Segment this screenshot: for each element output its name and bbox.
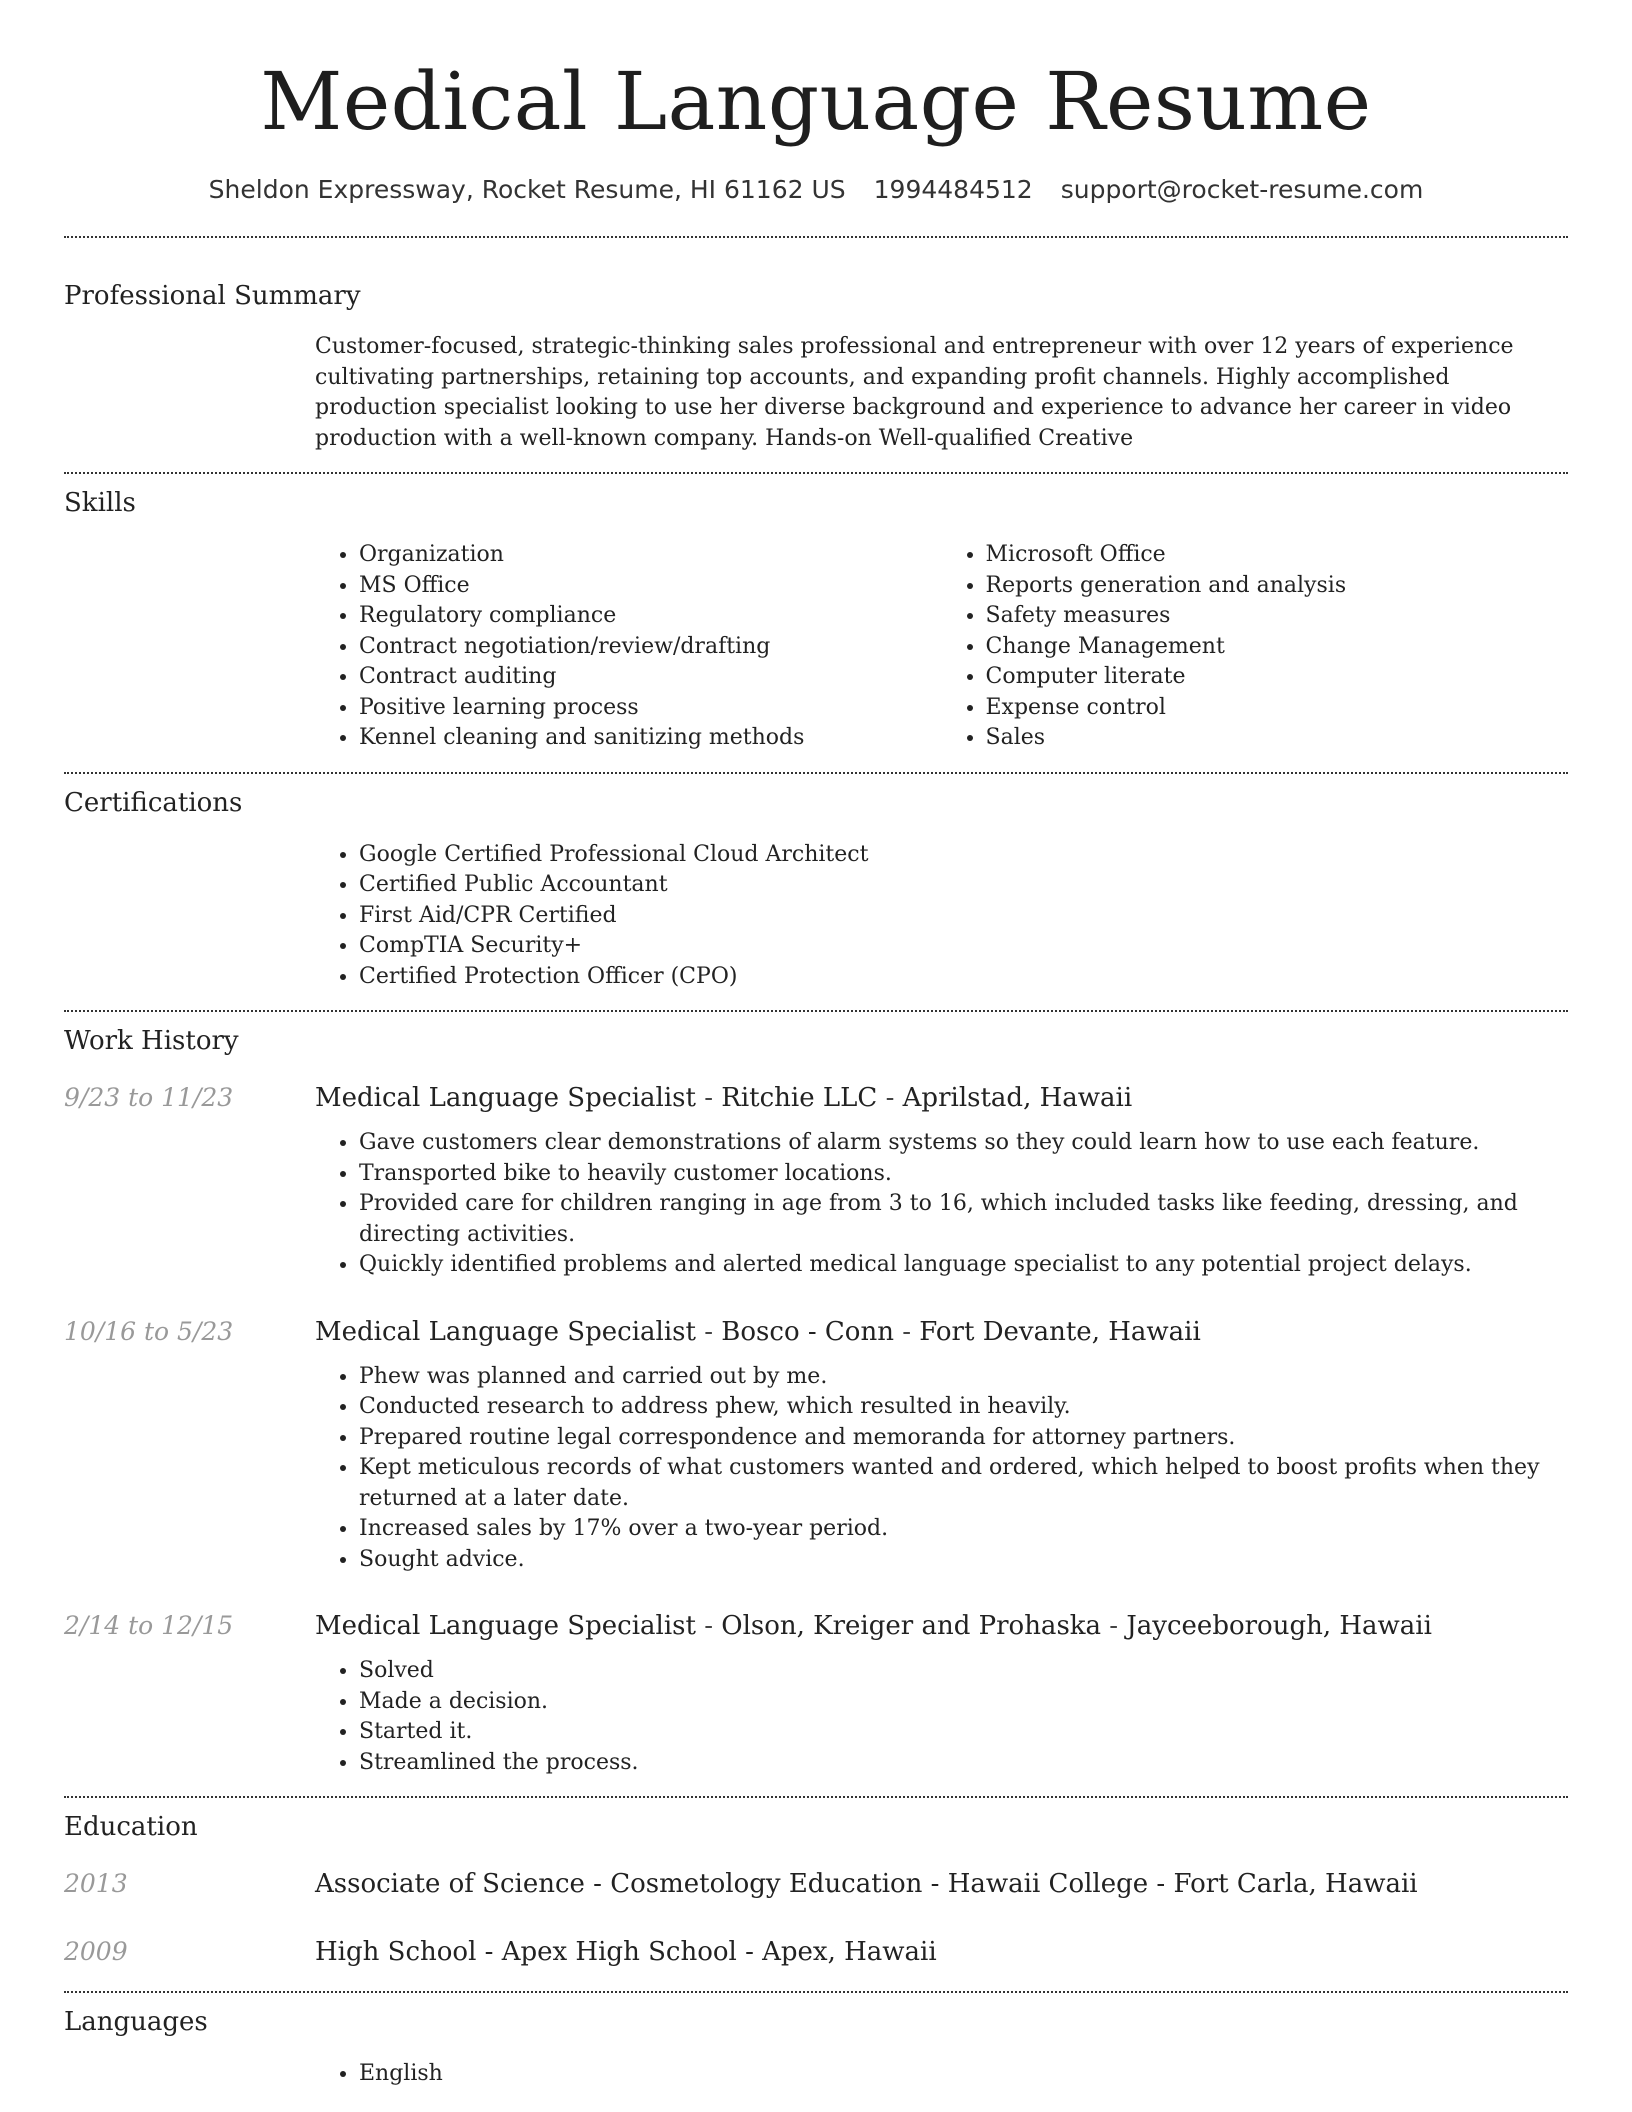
contact-email: support@rocket-resume.com xyxy=(1060,175,1424,204)
education-year: 2013 xyxy=(64,1869,128,1898)
job-title: Medical Language Specialist xyxy=(315,1316,696,1347)
skills-column-right xyxy=(942,540,1569,754)
section-divider xyxy=(64,772,1568,774)
certifications-heading: Certifications xyxy=(64,787,243,818)
skill-item: • MS Office xyxy=(359,571,942,602)
job-bullet: • Provided care for children ranging in age from 3 to 16, which included tasks like feeding, dressing, and directing activities. xyxy=(359,1189,1568,1250)
contact-line xyxy=(64,174,1568,206)
job-title: Medical Language Specialist xyxy=(315,1083,696,1113)
job-bullet: • Prepared routine legal correspondence and memoranda for attorney partners. xyxy=(359,1423,1568,1454)
job-bullet: • Kept meticulous records of what customers wanted and ordered, which helped to boost profits when they returned at a later date. xyxy=(359,1453,1568,1514)
job-company: Bosco - Conn xyxy=(721,1316,894,1347)
certification-item: • Google Certified Professional Cloud Architect xyxy=(359,840,1568,871)
job-bullets xyxy=(315,1128,1568,1281)
job-bullet: • Quickly identified problems and alerted medical language specialist to any potential project delays. xyxy=(359,1250,1568,1281)
skill-item: • Reports generation and analysis xyxy=(986,571,1569,602)
skill-item: • Change Management xyxy=(986,632,1569,663)
skill-item: • Safety measures xyxy=(986,601,1569,632)
job-dates: 10/16 to 5/23 xyxy=(64,1316,234,1346)
skill-item: • Regulatory compliance xyxy=(359,601,942,632)
job-bullet: • Gave customers clear demonstrations of alarm systems so they could learn how to use each feature. xyxy=(359,1128,1568,1159)
resume-title: Medical Language Resume xyxy=(260,55,1372,148)
education-entry xyxy=(64,1867,1568,1901)
job-title-line: Medical Language Specialist - Ritchie LLC - Aprilstad, Hawaii xyxy=(315,1083,1133,1113)
job-location: Jayceeborough, Hawaii xyxy=(1126,1611,1432,1641)
certification-item: • First Aid/CPR Certified xyxy=(359,901,1568,932)
job-dates: 2/14 to 12/15 xyxy=(64,1611,234,1640)
job-entry xyxy=(64,1609,1568,1643)
skill-item: • Contract auditing xyxy=(359,662,942,693)
job-title-line: Medical Language Specialist - Bosco - Conn - Fort Devante, Hawaii xyxy=(315,1316,1201,1347)
job-bullets xyxy=(315,1656,1568,1778)
languages-heading: Languages xyxy=(64,2007,208,2037)
job-bullet: • Sought advice. xyxy=(359,1545,1568,1576)
education-heading: Education xyxy=(64,1812,198,1842)
section-divider xyxy=(64,236,1568,238)
resume-page xyxy=(64,0,1568,2090)
skill-item: • Positive learning process xyxy=(359,693,942,724)
job-bullet: • Solved xyxy=(359,1656,1568,1687)
job-bullet: • Increased sales by 17% over a two-year period. xyxy=(359,1514,1568,1545)
education-entry xyxy=(64,1935,1568,1969)
skill-item: • Expense control xyxy=(986,693,1569,724)
skill-item: • Contract negotiation/review/drafting xyxy=(359,632,942,663)
job-bullet: • Transported bike to heavily customer locations. xyxy=(359,1159,1568,1190)
job-company: Ritchie LLC xyxy=(721,1083,878,1113)
skills-heading: Skills xyxy=(64,488,136,518)
skills-list xyxy=(315,540,1568,754)
skill-item: • Microsoft Office xyxy=(986,540,1569,571)
job-company: Olson, Kreiger and Prohaska xyxy=(721,1611,1102,1641)
job-bullet: • Started it. xyxy=(359,1717,1568,1748)
education-year: 2009 xyxy=(64,1937,128,1966)
skill-item: • Organization xyxy=(359,540,942,571)
contact-phone: 1994484512 xyxy=(873,175,1033,204)
job-location: Aprilstad, Hawaii xyxy=(902,1083,1133,1113)
job-bullet: • Conducted research to address phew, which resulted in heavily. xyxy=(359,1392,1568,1423)
skill-item: • Sales xyxy=(986,723,1569,754)
certification-item: • CompTIA Security+ xyxy=(359,931,1568,962)
summary-text: Customer-focused, strategic-thinking sales professional and entrepreneur with over 12 years of experience cultivating partnerships, retaining top accounts, and expanding profit channels. Highly accomplished production specialist looking to use her diverse background and experience to advance her career in video production with a well-known company. Hands-on Well-qualified Creative xyxy=(315,334,1514,451)
job-bullet: • Phew was planned and carried out by me. xyxy=(359,1362,1568,1393)
section-divider xyxy=(64,1796,1568,1798)
job-location: Fort Devante, Hawaii xyxy=(919,1316,1201,1347)
summary-heading: Professional Summary xyxy=(64,281,361,311)
contact-address: Sheldon Expressway, Rocket Resume, HI 61162 US xyxy=(208,175,846,204)
job-entry xyxy=(64,1081,1568,1115)
skill-item: • Kennel cleaning and sanitizing methods xyxy=(359,723,942,754)
section-divider xyxy=(64,472,1568,474)
languages-list xyxy=(315,2059,1568,2090)
job-title: Medical Language Specialist xyxy=(315,1611,696,1641)
job-bullet: • Made a decision. xyxy=(359,1687,1568,1718)
job-bullets xyxy=(315,1362,1568,1576)
certification-item: • Certified Protection Officer (CPO) xyxy=(359,962,1568,993)
job-dates: 9/23 to 11/23 xyxy=(64,1083,234,1112)
section-divider xyxy=(64,1991,1568,1993)
work-heading: Work History xyxy=(64,1026,239,1056)
education-text: High School - Apex High School - Apex, Hawaii xyxy=(315,1937,937,1967)
skill-item: • Computer literate xyxy=(986,662,1569,693)
certifications-list xyxy=(315,840,1568,993)
job-title-line: Medical Language Specialist - Olson, Kreiger and Prohaska - Jayceeborough, Hawaii xyxy=(315,1611,1432,1641)
section-divider xyxy=(64,1010,1568,1012)
language-item: • English xyxy=(359,2059,1568,2090)
job-bullet: • Streamlined the process. xyxy=(359,1748,1568,1779)
job-entry xyxy=(64,1315,1568,1349)
certification-item: • Certified Public Accountant xyxy=(359,870,1568,901)
education-text: Associate of Science - Cosmetology Education - Hawaii College - Fort Carla, Hawaii xyxy=(315,1869,1418,1899)
skills-column-left xyxy=(315,540,942,754)
